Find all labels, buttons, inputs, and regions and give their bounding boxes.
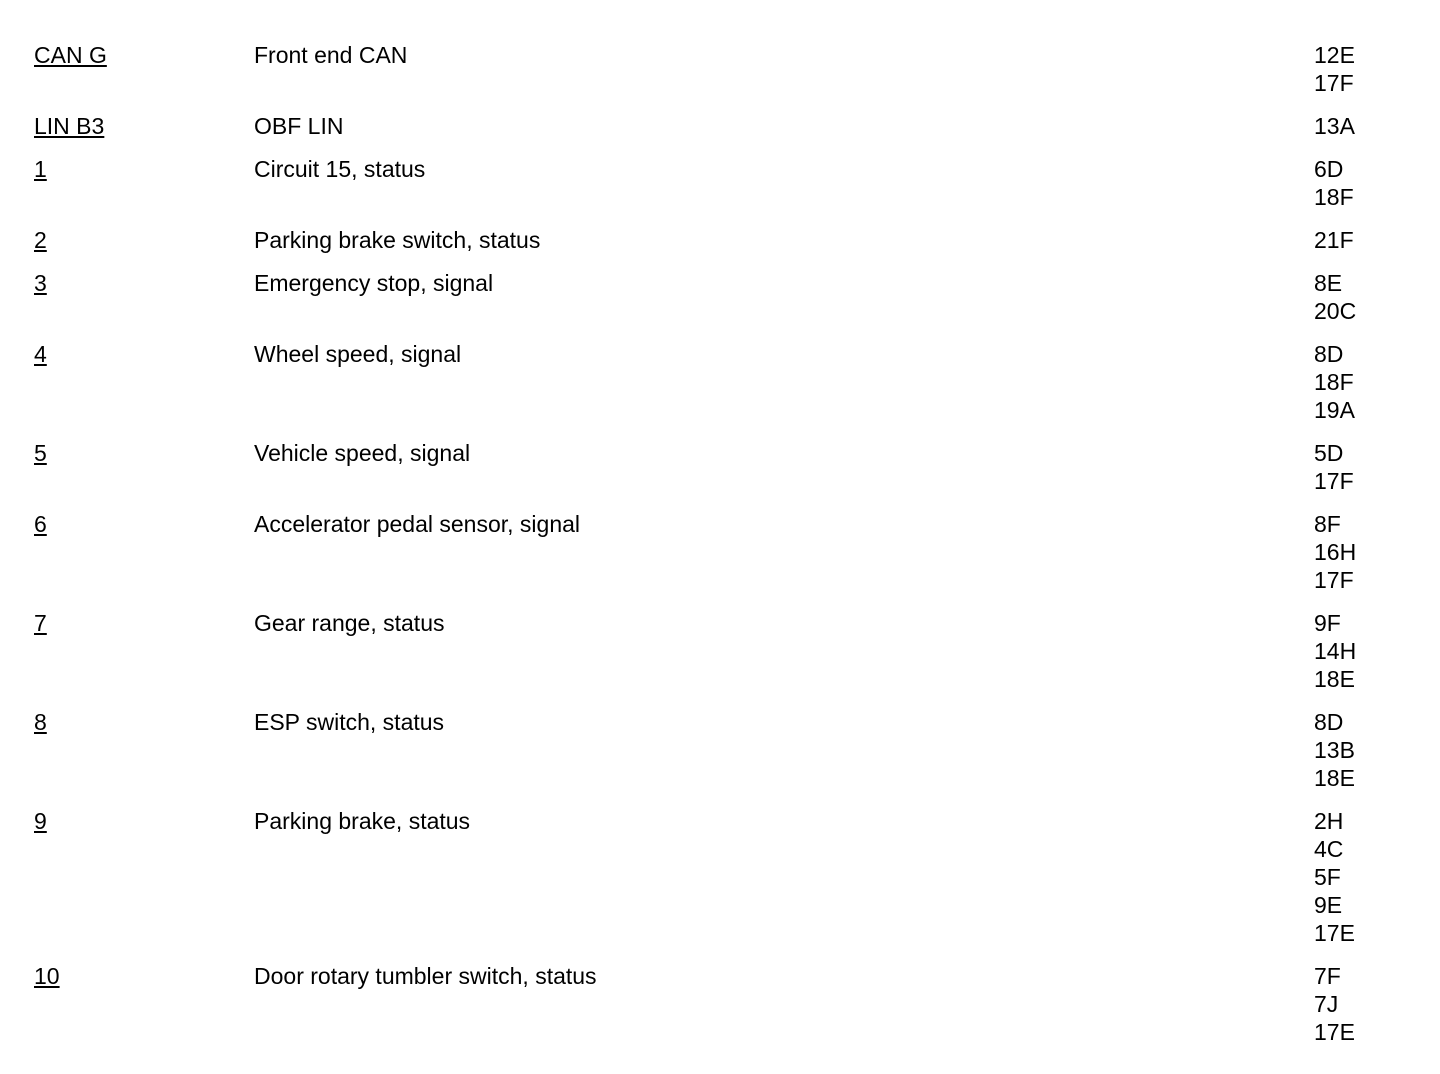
signal-description: Circuit 15, status: [254, 156, 426, 182]
legend-row: [34, 226, 1414, 254]
grid-reference: 20C: [1314, 298, 1357, 324]
signal-description: ESP switch, status: [254, 709, 445, 735]
grid-reference: 9F: [1314, 610, 1341, 636]
signal-code-link[interactable]: 9: [34, 808, 47, 834]
grid-reference: 17F: [1314, 468, 1354, 494]
signal-description: Vehicle speed, signal: [254, 440, 471, 466]
legend-row: [34, 708, 1414, 792]
legend-row: [34, 41, 1414, 97]
grid-reference: 18E: [1314, 765, 1355, 791]
grid-reference: 18E: [1314, 666, 1355, 692]
grid-reference-list: [1314, 155, 1414, 211]
signal-description: OBF LIN: [254, 113, 344, 139]
grid-reference-list: [1314, 269, 1414, 325]
signal-description: Gear range, status: [254, 610, 445, 636]
grid-reference-list: [1314, 708, 1414, 792]
grid-reference-list: [1314, 807, 1414, 947]
legend-row: [34, 269, 1414, 325]
grid-reference: 8F: [1314, 511, 1341, 537]
legend-row: [34, 340, 1414, 424]
grid-reference: 8E: [1314, 270, 1343, 296]
grid-reference: 5D: [1314, 440, 1344, 466]
grid-reference: 6D: [1314, 156, 1344, 182]
grid-reference: 17E: [1314, 920, 1355, 946]
grid-reference: 18F: [1314, 184, 1354, 210]
signal-code-link[interactable]: 4: [34, 341, 47, 367]
legend-row: [34, 510, 1414, 594]
legend-row: [34, 807, 1414, 947]
grid-reference: 12E: [1314, 42, 1355, 68]
grid-reference: 2H: [1314, 808, 1344, 834]
grid-reference-list: [1314, 112, 1414, 140]
grid-reference-list: [1314, 439, 1414, 495]
grid-reference: 18F: [1314, 369, 1354, 395]
signal-description: Emergency stop, signal: [254, 270, 494, 296]
grid-reference-list: [1314, 510, 1414, 594]
grid-reference: 14H: [1314, 638, 1357, 664]
signal-code-link[interactable]: 7: [34, 610, 47, 636]
grid-reference: 13B: [1314, 737, 1355, 763]
signal-legend-list: [34, 41, 1414, 1046]
grid-reference: 4C: [1314, 836, 1344, 862]
signal-code-link[interactable]: 1: [34, 156, 47, 182]
grid-reference: 7F: [1314, 963, 1341, 989]
signal-description: Front end CAN: [254, 42, 408, 68]
signal-description: Door rotary tumbler switch, status: [254, 963, 597, 989]
grid-reference: 17F: [1314, 567, 1354, 593]
legend-row: [34, 439, 1414, 495]
grid-reference-list: [1314, 609, 1414, 693]
grid-reference: 7J: [1314, 991, 1339, 1017]
grid-reference: 17F: [1314, 70, 1354, 96]
grid-reference: 9E: [1314, 892, 1343, 918]
signal-description: Wheel speed, signal: [254, 341, 462, 367]
grid-reference-list: [1314, 226, 1414, 254]
grid-reference: 21F: [1314, 227, 1354, 253]
legend-row: [34, 155, 1414, 211]
grid-reference: 16H: [1314, 539, 1357, 565]
signal-description: Parking brake switch, status: [254, 227, 541, 253]
grid-reference: 5F: [1314, 864, 1341, 890]
signal-code-link[interactable]: 6: [34, 511, 47, 537]
signal-code-link[interactable]: 5: [34, 440, 47, 466]
grid-reference: 8D: [1314, 709, 1344, 735]
grid-reference: 13A: [1314, 113, 1355, 139]
grid-reference-list: [1314, 41, 1414, 97]
signal-code-link[interactable]: 10: [34, 963, 60, 989]
signal-code-link[interactable]: 3: [34, 270, 47, 296]
signal-code-link[interactable]: 2: [34, 227, 47, 253]
grid-reference: 19A: [1314, 397, 1355, 423]
grid-reference: 8D: [1314, 341, 1344, 367]
legend-row: [34, 962, 1414, 1046]
signal-code-link[interactable]: 8: [34, 709, 47, 735]
legend-row: [34, 112, 1414, 140]
signal-code-link[interactable]: CAN G: [34, 42, 107, 68]
signal-description: Accelerator pedal sensor, signal: [254, 511, 581, 537]
signal-description: Parking brake, status: [254, 808, 471, 834]
grid-reference-list: [1314, 962, 1414, 1046]
legend-row: [34, 609, 1414, 693]
grid-reference: 17E: [1314, 1019, 1355, 1045]
grid-reference-list: [1314, 340, 1414, 424]
signal-code-link[interactable]: LIN B3: [34, 113, 105, 139]
